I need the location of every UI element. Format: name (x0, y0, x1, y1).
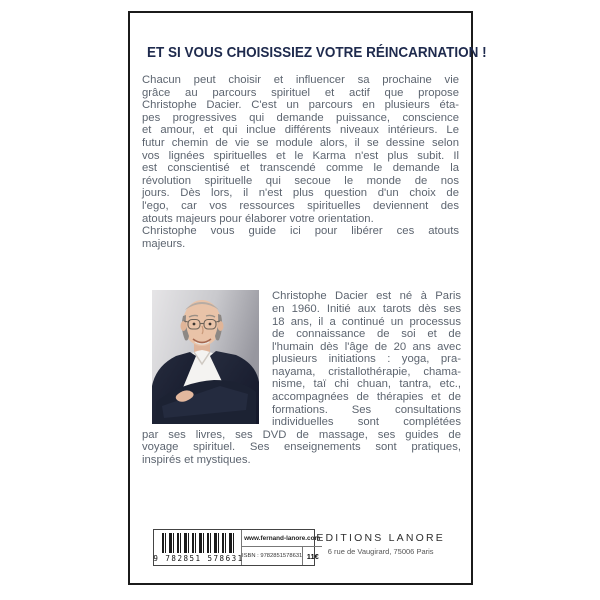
text-line: et amour, et qui inclue différents niveaux intérieurs. Le (142, 124, 459, 137)
barcode-box (153, 529, 321, 566)
text-line: par ses livres, ses DVD de massage, ses guides de (142, 428, 461, 441)
barcode-digits: 9 782851 578631 (153, 554, 244, 563)
author-section (130, 290, 471, 429)
text-line: révolution spirituelle qui secoue le monde de nos (142, 174, 459, 187)
publisher-name: EDITIONS LANORE (316, 532, 445, 544)
text-line: jours. Dès lors, il n'est plus question d'un choix de (142, 187, 459, 200)
publisher-block (316, 529, 445, 556)
text-line: individuelles sont complétées (272, 416, 461, 429)
publisher-website: www.fernand-lanore.com (242, 530, 322, 547)
text-line: Christophe Dacier est né à Paris (272, 290, 461, 303)
barcode-cell (154, 530, 242, 565)
text-line: est conscientisé et transcendé comme le demande la (142, 162, 459, 175)
text-line: grâce au parcours spirituel et actif que propose (142, 86, 459, 99)
ean-barcode (162, 533, 236, 553)
text-line: futur chemin de vie se module alors, il se dessine selon (142, 136, 459, 149)
publisher-address: 6 rue de Vaugirard, 75006 Paris (327, 547, 434, 556)
text-line: 18 ans, il a continué un processus (272, 315, 461, 328)
text-line: l'humain dès l'âge de 20 ans avec (272, 340, 461, 353)
author-portrait-photo (152, 290, 259, 424)
back-cover-card (128, 11, 487, 585)
bottom-row (130, 529, 471, 566)
text-line: nisme, taï chi chuan, tantra, etc., (272, 378, 461, 391)
text-line: vos lignées spirituelles et le Karma n'est plus subit. Il (142, 149, 459, 162)
text-line: nayama, cristallothérapie, chama- (272, 365, 461, 378)
text-line: voyage spirituel. Ses enseignements sont pratiques, (142, 441, 461, 454)
text-line: accompagnées de thérapies et de (272, 391, 461, 404)
text-line: Christophe Dacier. C'est un parcours en plusieurs éta- (142, 99, 459, 112)
text-line: de connaissance de soi et de (272, 328, 461, 341)
author-bio-beside-photo (272, 290, 461, 429)
text-line: formations. Ses consultations (272, 403, 461, 416)
isbn-row (242, 547, 322, 565)
book-tagline-title: ET SI VOUS CHOISISSIEZ VOTRE RÉINCARNATION ! (147, 44, 487, 61)
text-line: en 1960. Initié aux tarots dès ses (272, 302, 461, 315)
portrait-illustration (152, 290, 259, 424)
author-bio-full-width (130, 429, 471, 467)
text-line: Christophe vous guide ici pour libérer ces atouts (142, 225, 459, 238)
text-line: pes progressives qui demande puissance, conscience (142, 111, 459, 124)
text-line: Chacun peut choisir et influencer sa prochaine vie (142, 74, 459, 86)
price-tag: 11€ (302, 547, 322, 565)
text-line: plusieurs initiations : yoga, pra- (272, 353, 461, 366)
synopsis-paragraph (130, 74, 471, 250)
text-line: inspirés et mystiques. (142, 454, 251, 467)
isbn-number: ISBN : 9782851578631 (242, 553, 303, 559)
isbn-cell (242, 530, 322, 565)
text-line: atouts majeurs pour élaborer votre orientation. (142, 212, 374, 225)
text-line: majeurs. (142, 237, 186, 250)
text-line: l'ego, car vos ressources spirituelles deviennent des (142, 199, 459, 212)
